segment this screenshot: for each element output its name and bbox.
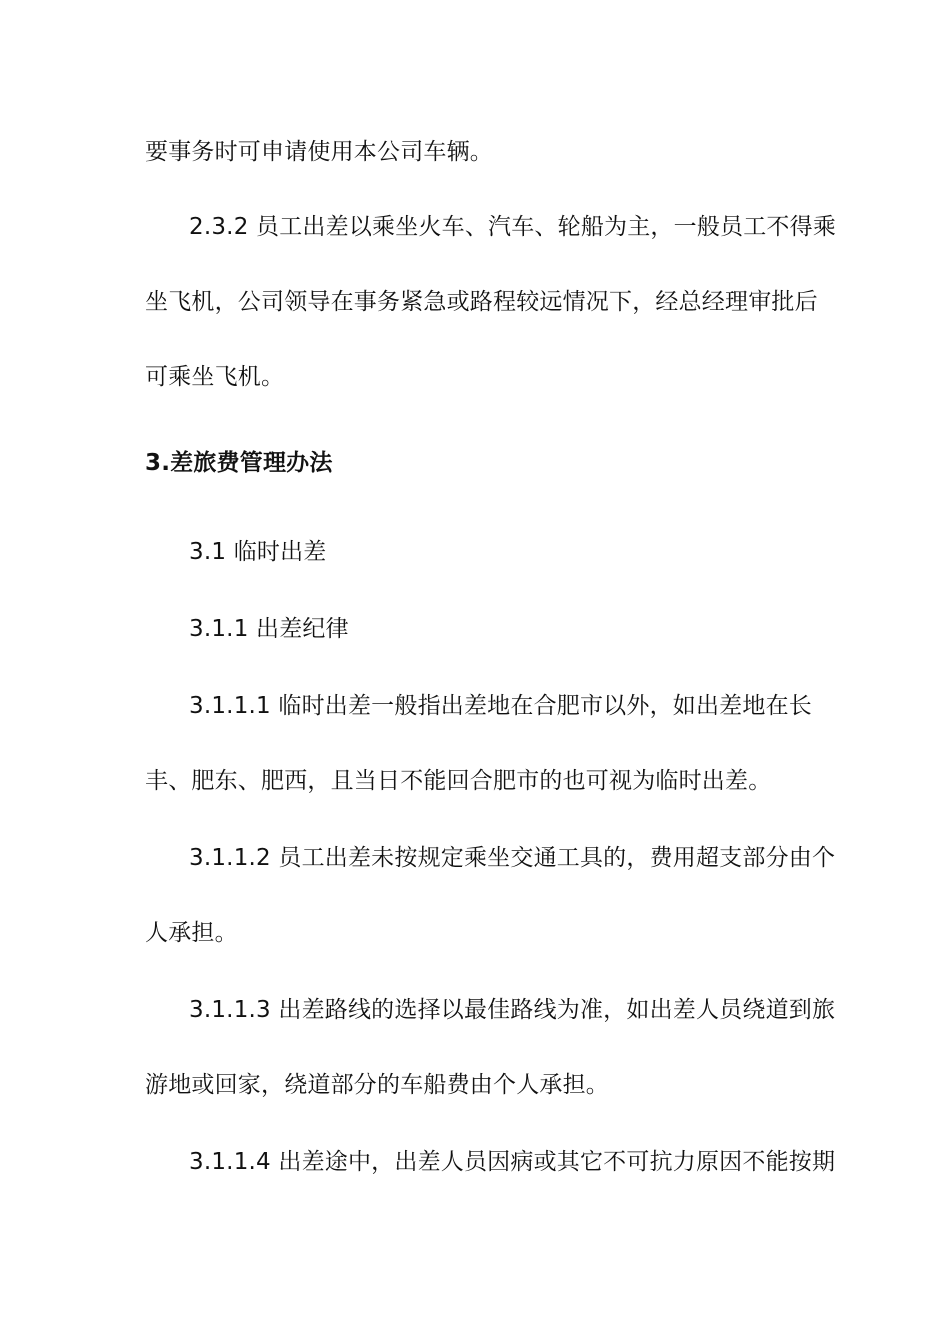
paragraph-line: 2.3.2 员工出差以乘坐火车、汽车、轮船为主，一般员工不得乘 [189,214,837,240]
paragraph-line: 要事务时可申请使用本公司车辆。 [145,139,493,165]
paragraph-line: 坐飞机，公司领导在事务紧急或路程较远情况下，经总经理审批后 [145,289,818,315]
paragraph-line: 可乘坐飞机。 [145,364,285,390]
subsection-heading: 3.1.1 出差纪律 [189,616,349,642]
subsection-heading: 3.1 临时出差 [189,539,327,565]
section-heading: 3.差旅费管理办法 [145,450,333,476]
paragraph-line: 游地或回家，绕道部分的车船费由个人承担。 [145,1072,609,1098]
paragraph-line: 3.1.1.2 员工出差未按规定乘坐交通工具的，费用超支部分由个 [189,845,836,871]
paragraph-line: 3.1.1.4 出差途中，出差人员因病或其它不可抗力原因不能按期 [189,1149,836,1175]
paragraph-line: 人承担。 [145,920,238,946]
paragraph-line: 3.1.1.3 出差路线的选择以最佳路线为准，如出差人员绕道到旅 [189,997,836,1023]
paragraph-line: 丰、肥东、肥西，且当日不能回合肥市的也可视为临时出差。 [145,768,772,794]
paragraph-line: 3.1.1.1 临时出差一般指出差地在合肥市以外，如出差地在长 [189,693,812,719]
